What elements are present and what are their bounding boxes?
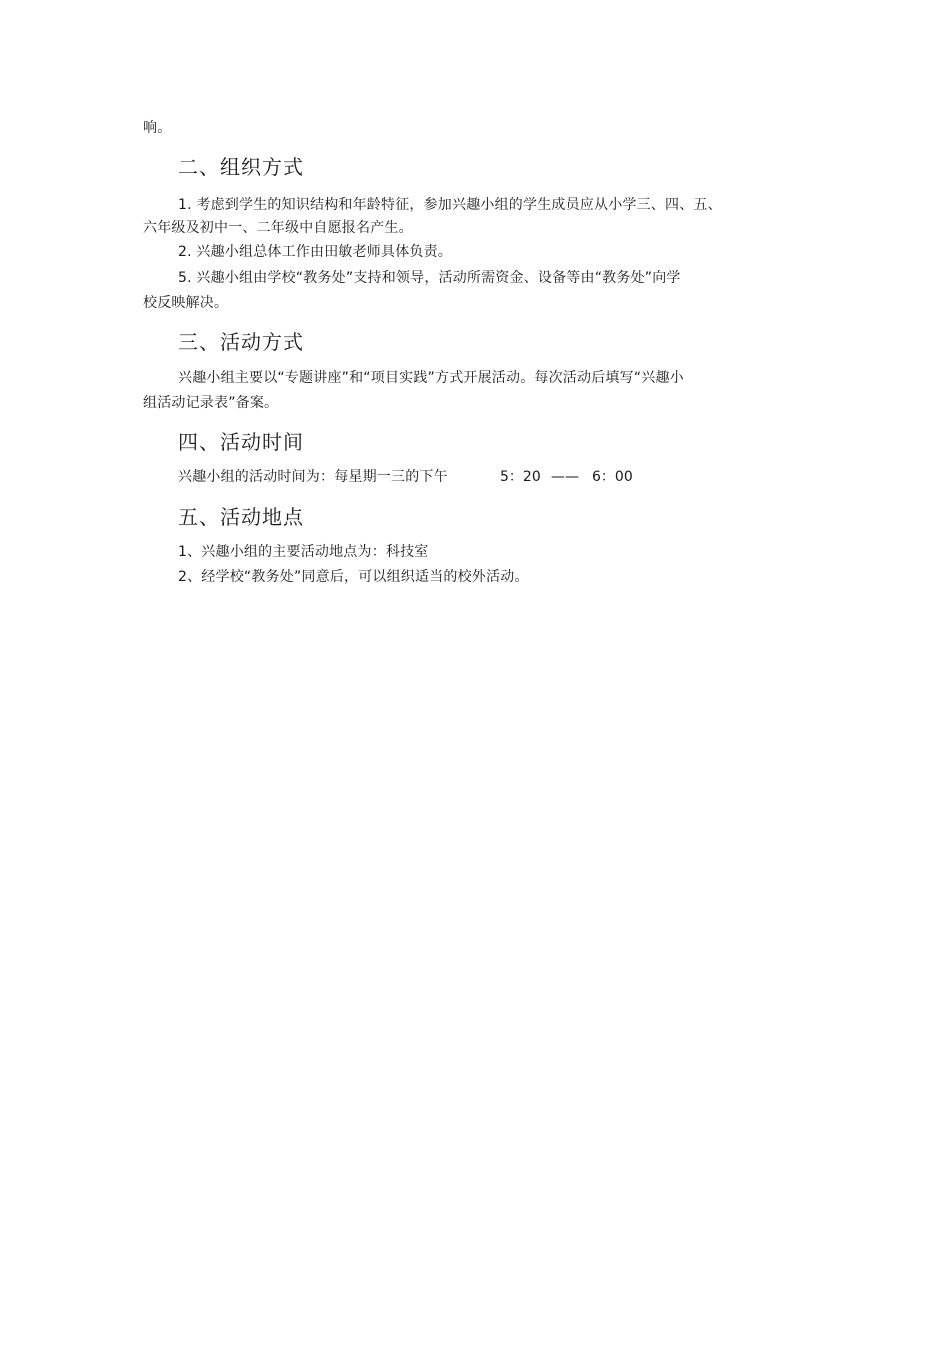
section-4-start-time: 5：20 (500, 469, 541, 485)
section-4-paragraph: 兴趣小组的活动时间为：每星期一三的下午 (178, 469, 448, 485)
section-4-end-time: 6：00 (592, 469, 633, 485)
section-2-item-2: 2. 兴趣小组总体工作由田敏老师具体负责。 (178, 244, 453, 260)
section-4-heading: 四、活动时间 (178, 430, 304, 454)
section-2-item-3-line-1: 5. 兴趣小组由学校“教务处”支持和领导，活动所需资金、设备等由“教务处”向学 (178, 270, 681, 286)
section-2-heading: 二、组织方式 (178, 155, 304, 179)
intro-continuation: 响。 (143, 120, 172, 136)
section-3-paragraph-line-2: 组活动记录表”备案。 (143, 395, 279, 411)
section-5-heading: 五、活动地点 (178, 505, 304, 529)
section-2-item-3-line-2: 校反映解决。 (143, 295, 229, 311)
section-2-item-1-line-1: 1. 考虑到学生的知识结构和年龄特征，参加兴趣小组的学生成员应从小学三、四、五、 (178, 197, 722, 213)
section-4-time-dash: —— (551, 469, 579, 485)
section-3-paragraph-line-1: 兴趣小组主要以“专题讲座”和“项目实践”方式开展活动。每次活动后填写“兴趣小 (178, 370, 684, 386)
section-3-heading: 三、活动方式 (178, 330, 304, 354)
section-2-item-1-line-2: 六年级及初中一、二年级中自愿报名产生。 (143, 220, 413, 236)
section-5-item-2: 2、经学校“教务处”同意后，可以组织适当的校外活动。 (178, 569, 529, 585)
section-5-item-1: 1、兴趣小组的主要活动地点为：科技室 (178, 544, 429, 560)
